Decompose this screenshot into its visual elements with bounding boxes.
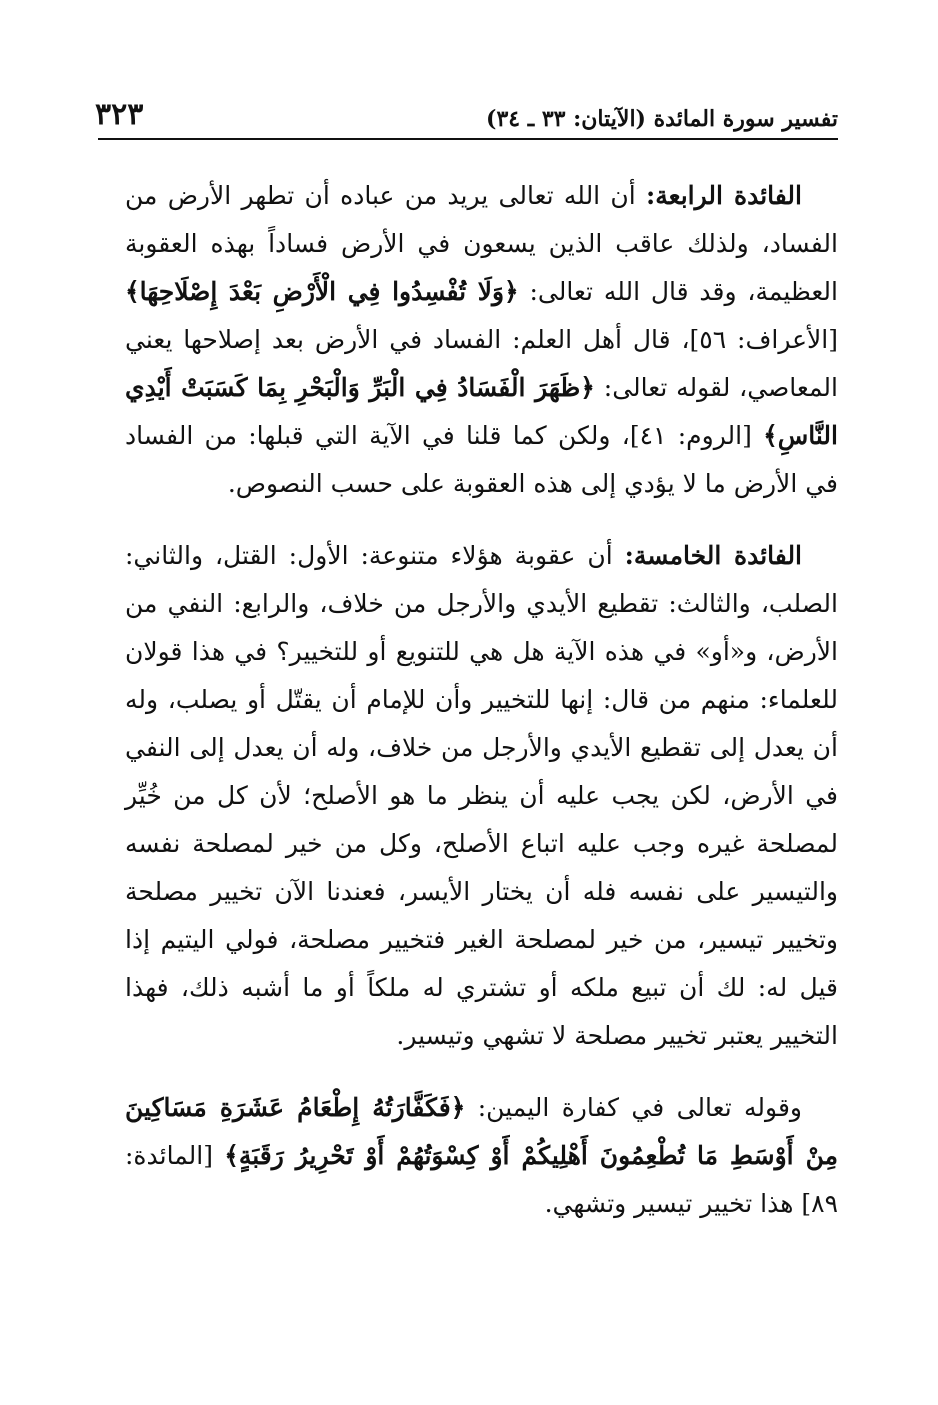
page-header	[95, 92, 838, 132]
running-title: تفسير سورة المائدة (الآيتان: ٣٣ ـ ٣٤)	[486, 106, 838, 132]
header-divider	[98, 138, 838, 140]
paragraph-benefit-five	[125, 532, 838, 1060]
quran-verse: ﴿فَكَفَّارَتُهُ إِطْعَامُ عَشَرَةِ مَسَاكِينَ مِنْ أَوْسَطِ مَا تُطْعِمُونَ أَهْلِيكُمْ أَوْ كِسْوَتُهُمْ أَوْ تَحْرِيرُ رَقَبَةٍ﴾	[125, 1093, 838, 1170]
quran-verse: ﴿وَلَا تُفْسِدُوا فِي الْأَرْضِ بَعْدَ إِصْلَاحِهَا﴾	[125, 277, 519, 306]
quran-verse: ﴿ظَهَرَ الْفَسَادُ فِي الْبَرِّ وَالْبَحْرِ بِمَا كَسَبَتْ أَيْدِي النَّاسِ﴾	[125, 373, 838, 450]
page-body	[125, 172, 838, 1228]
paragraph-benefit-four	[125, 172, 838, 508]
paragraph-heading: الفائدة الرابعة:	[646, 181, 802, 210]
paragraph-text: [الروم: ٤١]، ولكن كما قلنا في الآية التي قبلها: من الفساد في الأرض ما لا يؤدي إلى هذه العقوبة على حسب النصوص.	[125, 421, 838, 498]
paragraph-oath-expiation	[125, 1084, 838, 1228]
paragraph-text: أن الله تعالى يريد من عباده أن تطهر الأرض من الفساد، ولذلك عاقب الذين يسعون في الأرض فساداً بهذه العقوبة العظيمة، وقد قال الله تعالى:	[125, 181, 838, 306]
paragraph-text: وقوله تعالى في كفارة اليمين:	[465, 1093, 802, 1122]
paragraph-text: [المائدة: ٨٩] هذا تخيير تيسير وتشهي.	[125, 1141, 838, 1218]
paragraph-text: أن عقوبة هؤلاء متنوعة: الأول: القتل، والثاني: الصلب، والثالث: تقطيع الأيدي والأرجل من خلاف، والرابع: النفي من الأرض، و«أو» في هذه الآية هل هي للتنويع أو للتخيير؟ في هذا قولان للعلماء: منهم من قال: إنها للتخيير وأن للإمام أن يقتّل أو يصلب، وله أن يعدل إلى تقطيع الأيدي والأرجل من خلاف، وله أن يعدل إلى النفي في الأرض، لكن يجب عليه أن ينظر ما هو الأصلح؛ لأن كل من خُيِّر لمصلحة غيره وجب عليه اتباع الأصلح، وكل من خير لمصلحة نفسه والتيسير على نفسه فله أن يختار الأيسر، فعندنا الآن تخيير مصلحة وتخيير تيسير، من خير لمصلحة الغير فتخيير مصلحة، فولي اليتيم إذا قيل له: لك أن تبيع ملكه أو تشتري له ملكاً أو ما أشبه ذلك، فهذا التخيير يعتبر تخيير مصلحة لا تشهي وتيسير.	[125, 541, 838, 1050]
paragraph-text: [الأعراف: ٥٦]، قال أهل العلم: الفساد في الأرض بعد إصلاحها يعني المعاصي، لقوله تعالى:	[125, 325, 838, 402]
page-number: ٣٢٣	[95, 97, 144, 132]
paragraph-heading: الفائدة الخامسة:	[624, 541, 803, 570]
